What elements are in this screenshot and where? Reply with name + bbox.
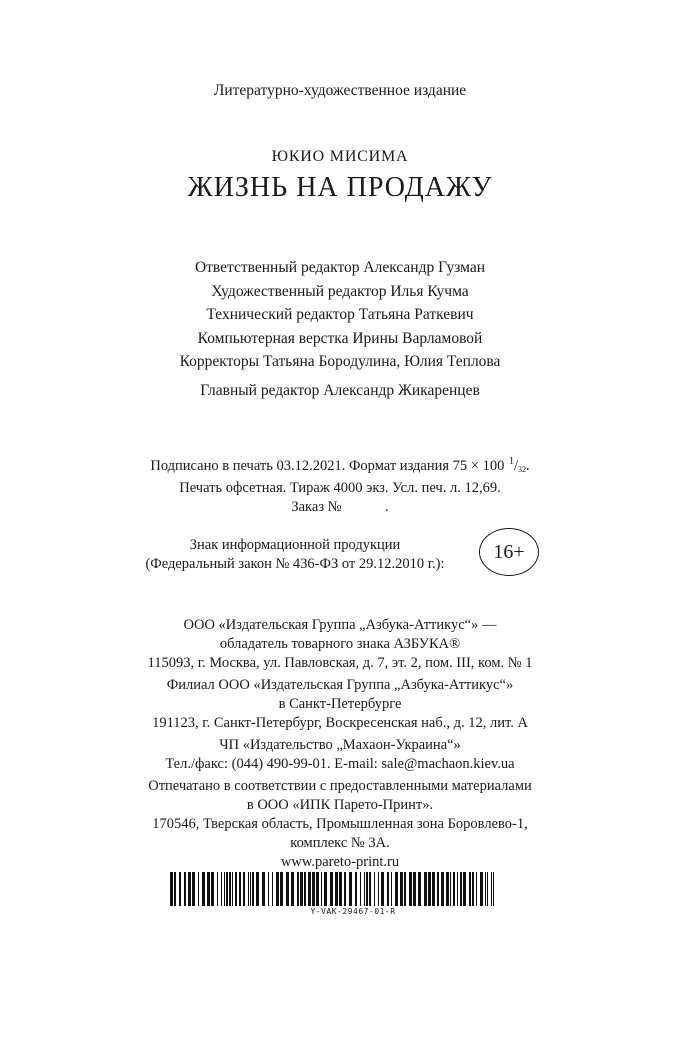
credit-line: Компьютерная верстка Ирины Варламовой (197, 329, 483, 347)
barcode-bar (262, 872, 265, 906)
barcode-bar (291, 872, 294, 906)
publisher-info (0, 616, 680, 673)
barcode-bar (268, 872, 269, 906)
order-number-line: Заказ № . (291, 499, 389, 515)
barcode-bar (198, 872, 199, 906)
barcode-number: Y-VAK-29467-01-R (310, 907, 396, 916)
barcode-bar (188, 872, 191, 906)
printer-info (0, 777, 680, 872)
barcode-bar (324, 872, 327, 906)
barcode-bar (424, 872, 427, 906)
barcode-bar (381, 872, 384, 906)
barcode-bar (460, 872, 462, 906)
barcode-bar (349, 872, 352, 906)
barcode-bar (239, 872, 241, 906)
barcode-bar (202, 872, 205, 906)
barcode-bar (243, 872, 245, 906)
barcode-bar (297, 872, 299, 906)
barcode-bar (374, 872, 375, 906)
barcode-bar (413, 872, 416, 906)
barcode-bar (437, 872, 439, 906)
credit-line: Ответственный редактор Александр Гузман (194, 259, 486, 276)
genre-label: Литературно-художественное издание (213, 82, 467, 99)
barcode-bar (235, 872, 237, 906)
barcode-bar (229, 872, 231, 906)
barcode-bar (170, 872, 173, 906)
barcode-bar (400, 872, 403, 906)
print-signed-suffix: . (526, 458, 530, 474)
barcode-bar (450, 872, 451, 906)
branch-info (0, 676, 680, 733)
barcode-bar (418, 872, 421, 906)
ukraine-publisher-info (0, 736, 680, 774)
barcode-bar (256, 872, 259, 906)
barcode-bar (366, 872, 368, 906)
fraction-denominator: 32 (518, 465, 526, 474)
credit-line: Корректоры Татьяна Бородулина, Юлия Теплова (179, 353, 501, 370)
barcode-bar (428, 872, 431, 906)
print-signed-line (0, 452, 680, 479)
barcode-bar (211, 872, 214, 906)
barcode-bar (469, 872, 471, 906)
imprint-line: 191123, г. Санкт-Петербург, Воскресенская наб., д. 12, лит. А (152, 715, 528, 731)
barcode-bar (453, 872, 455, 906)
barcode-bar (446, 872, 449, 906)
barcode-bar (339, 872, 342, 906)
imprint-line: Отпечатано в соответствии с предоставленными материалами (148, 778, 532, 794)
barcode-bar (395, 872, 398, 906)
barcode-bar (184, 872, 186, 906)
fraction-numerator: 1 (508, 456, 514, 467)
print-info (0, 452, 680, 517)
barcode-bar (472, 872, 474, 906)
print-signed-text: Подписано в печать 03.12.2021. Формат издания 75 × 100 (150, 458, 508, 474)
barcode-bar (378, 872, 379, 906)
barcode-bar (207, 872, 210, 906)
barcode-bar (480, 872, 483, 906)
format-fraction: $^1/_{32}$ (508, 456, 526, 474)
barcode-bar (300, 872, 303, 906)
credits-block (0, 256, 680, 402)
imprint-block (0, 616, 680, 875)
print-details-line: Печать офсетная. Тираж 4000 экз. Усл. печ. л. 12,69. (179, 480, 501, 496)
barcode-bar (485, 872, 486, 906)
barcode-bar (280, 872, 283, 906)
barcode-bar (252, 872, 254, 906)
barcode-image (168, 872, 498, 906)
barcode-bar (369, 872, 371, 906)
imprint-line: ЧП «Издательство „Махаон-Украина“» (219, 737, 461, 753)
barcode-bar (432, 872, 435, 906)
barcode-bar (304, 872, 306, 906)
barcode-bar (248, 872, 249, 906)
barcode-bar (312, 872, 315, 906)
barcode-bar (391, 872, 392, 906)
imprint-line: 170546, Тверская область, Промышленная зона Боровлево-1, (152, 816, 528, 832)
imprint-line: Филиал ООО «Издательская Группа „Азбука-Аттикус“» (166, 677, 514, 693)
book-title: ЖИЗНЬ НА ПРОДАЖУ (187, 172, 493, 203)
chief-editor-line: Главный редактор Александр Жикаренцев (200, 381, 480, 399)
barcode-bar (355, 872, 357, 906)
barcode-bar (321, 872, 322, 906)
info-sign-law: (Федеральный закон № 436-ФЗ от 29.12.2010 г.): (145, 556, 445, 572)
barcode-bar (335, 872, 338, 906)
credit-line: Художественный редактор Илья Кучма (211, 282, 469, 300)
barcode-bar (226, 872, 228, 906)
barcode-bar (224, 872, 225, 906)
barcode-bar (491, 872, 492, 906)
author-name: ЮКИО МИСИМА (271, 148, 409, 165)
barcode-bar (493, 872, 494, 906)
barcode-bar (308, 872, 311, 906)
imprint-line: ООО «Издательская Группа „Азбука-Аттикус“» — (183, 617, 497, 633)
barcode-bar (179, 872, 181, 906)
imprint-line: в ООО «ИПК Парето-Принт». (246, 797, 434, 813)
barcode-bar (457, 872, 458, 906)
barcode-bar (387, 872, 389, 906)
barcode-bar (360, 872, 361, 906)
barcode-bar (192, 872, 195, 906)
printer-website: www.pareto-print.ru (280, 854, 400, 870)
imprint-line: в Санкт-Петербурге (278, 696, 402, 712)
barcode-bar (232, 872, 233, 906)
barcode-bar (286, 872, 289, 906)
imprint-line: комплекс № 3А. (290, 835, 390, 851)
info-product-sign (100, 536, 490, 574)
barcode-bar (272, 872, 273, 906)
barcode-bar (344, 872, 346, 906)
barcode-bar (330, 872, 333, 906)
barcode-bar (463, 872, 466, 906)
barcode-bar (276, 872, 279, 906)
credit-line: Технический редактор Татьяна Раткевич (206, 306, 474, 323)
barcode-bar (487, 872, 488, 906)
barcode-bar (476, 872, 477, 906)
age-rating-badge: 16+ (479, 528, 539, 576)
barcode-block (168, 872, 498, 916)
imprint-line: 115093, г. Москва, ул. Павловская, д. 7, эт. 2, пом. III, ком. № 1 (147, 655, 533, 671)
barcode-bar (409, 872, 412, 906)
barcode-bar (250, 872, 251, 906)
barcode-bar (221, 872, 222, 906)
barcode-bar (364, 872, 365, 906)
barcode-bar (316, 872, 319, 906)
imprint-line: Тел./факс: (044) 490-99-01. E-mail: sale@machaon.kiev.ua (165, 756, 515, 772)
barcode-bar (174, 872, 176, 906)
info-sign-line: Знак информационной продукции (189, 537, 401, 553)
imprint-line: обладатель товарного знака АЗБУКА® (219, 636, 461, 652)
barcode-bar (441, 872, 444, 906)
barcode-bar (404, 872, 406, 906)
barcode-bar (217, 872, 218, 906)
